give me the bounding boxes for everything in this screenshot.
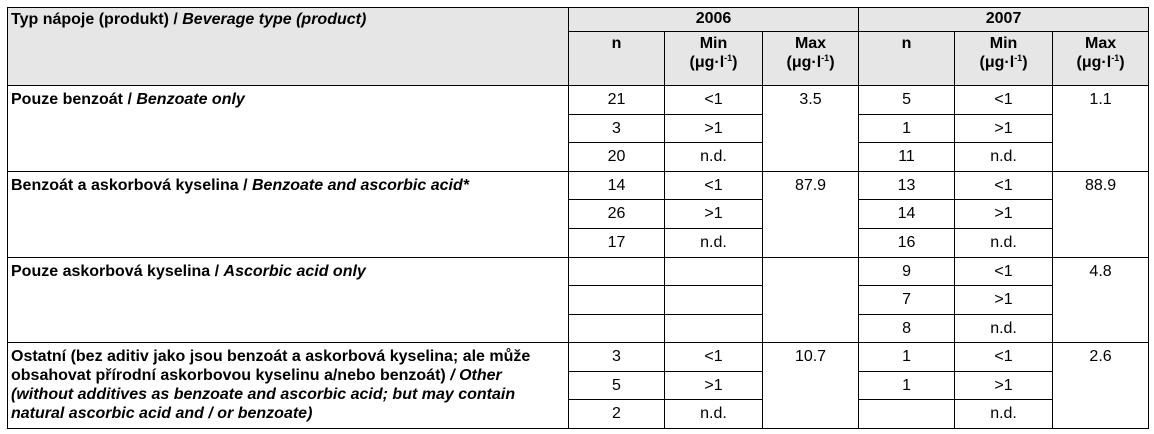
product-label-en: Benzoate and ascorbic acid* — [252, 176, 469, 194]
product-header-en: Beverage type (product) — [182, 11, 367, 28]
n-cell-y2007: 16 — [859, 229, 955, 258]
product-label-en: / Other (without additives as benzoate and ascorbic acid; but may contain natural ascorbic acid and / or benzoate) — [11, 367, 516, 423]
max-cell-y2006: 87.9 — [763, 171, 859, 257]
year-2006-header: 2006 — [569, 8, 859, 32]
unit-label — [1053, 53, 1148, 72]
unit-label — [665, 53, 762, 72]
min-cell-y2007: n.d. — [955, 143, 1053, 172]
max-label: Max — [1084, 35, 1117, 53]
min-cell-y2006: <1 — [665, 86, 763, 115]
min-cell-y2006: n.d. — [665, 143, 763, 172]
n-cell-y2007: 5 — [859, 86, 955, 115]
product-label-en: Ascorbic acid only — [223, 262, 366, 280]
n-cell-y2006: 5 — [569, 371, 665, 400]
n-cell-y2006: 14 — [569, 171, 665, 200]
n-cell-y2006: 2 — [569, 400, 665, 429]
max-cell-y2007: 88.9 — [1053, 171, 1149, 257]
max-cell-y2007: 2.6 — [1053, 343, 1149, 429]
unit-post: ) — [1119, 54, 1125, 72]
product-label — [8, 171, 569, 257]
n-label: n — [611, 35, 622, 53]
n-cell-y2006 — [569, 286, 665, 315]
min-cell-y2007: n.d. — [955, 314, 1053, 343]
table-body — [8, 86, 1149, 429]
min-cell-y2007: >1 — [955, 200, 1053, 229]
unit-label — [763, 53, 858, 72]
unit-pre: (μg·l — [1076, 54, 1112, 72]
unit-label — [955, 53, 1052, 72]
min-cell-y2007: <1 — [955, 343, 1053, 372]
unit-post: ) — [1022, 54, 1028, 72]
min-cell-y2006: <1 — [665, 171, 763, 200]
max-cell-y2007: 4.8 — [1053, 257, 1149, 343]
n-cell-y2006 — [569, 257, 665, 286]
n-cell-y2006 — [569, 314, 665, 343]
table-row — [8, 343, 1149, 372]
min-cell-y2006: <1 — [665, 343, 763, 372]
min-label: Min — [699, 35, 728, 53]
n-cell-y2007: 14 — [859, 200, 955, 229]
n-cell-y2006: 26 — [569, 200, 665, 229]
max-header-2007 — [1053, 32, 1149, 86]
n-cell-y2007 — [859, 400, 955, 429]
product-label-cz: Benzoát a askorbová kyselina / — [11, 176, 252, 194]
header-row-years — [8, 8, 1149, 32]
n-cell-y2007: 13 — [859, 171, 955, 200]
n-cell-y2007: 11 — [859, 143, 955, 172]
n-cell-y2006: 20 — [569, 143, 665, 172]
table-row — [8, 257, 1149, 286]
n-cell-y2006: 3 — [569, 114, 665, 143]
max-cell-y2007: 1.1 — [1053, 86, 1149, 172]
n-label: n — [901, 35, 912, 53]
min-cell-y2006 — [665, 257, 763, 286]
table-row — [8, 171, 1149, 200]
unit-sup: -1 — [1014, 53, 1023, 64]
min-cell-y2006: >1 — [665, 371, 763, 400]
max-label: Max — [794, 35, 827, 53]
max-cell-y2006: 3.5 — [763, 86, 859, 172]
n-header-2007 — [859, 32, 955, 86]
min-cell-y2007: n.d. — [955, 229, 1053, 258]
table-row — [8, 86, 1149, 115]
product-label-cz: Pouze benzoát / — [11, 91, 137, 109]
product-column-header — [8, 8, 569, 86]
product-label-cz: Pouze askorbová kyselina / — [11, 262, 224, 280]
product-label — [8, 257, 569, 343]
product-label — [8, 86, 569, 172]
min-cell-y2006: >1 — [665, 200, 763, 229]
min-cell-y2006 — [665, 286, 763, 315]
n-header-2006 — [569, 32, 665, 86]
n-cell-y2007: 1 — [859, 371, 955, 400]
product-header-cz: Typ nápoje (produkt) / — [11, 11, 183, 28]
unit-sup: -1 — [1111, 53, 1120, 64]
max-header-2006 — [763, 32, 859, 86]
n-cell-y2007: 8 — [859, 314, 955, 343]
min-cell-y2007: <1 — [955, 171, 1053, 200]
product-label-en: Benzoate only — [136, 91, 245, 109]
unit-pre: (μg·l — [689, 54, 725, 72]
min-cell-y2007: n.d. — [955, 400, 1053, 429]
min-cell-y2006 — [665, 314, 763, 343]
unit-pre: (μg·l — [786, 54, 822, 72]
product-label — [8, 343, 569, 429]
unit-sup: -1 — [821, 53, 830, 64]
n-cell-y2007: 1 — [859, 114, 955, 143]
max-cell-y2006: 10.7 — [763, 343, 859, 429]
min-cell-y2007: >1 — [955, 286, 1053, 315]
min-cell-y2007: <1 — [955, 257, 1053, 286]
min-header-2006 — [665, 32, 763, 86]
year-2007-header: 2007 — [859, 8, 1149, 32]
max-cell-y2006 — [763, 257, 859, 343]
min-cell-y2007: <1 — [955, 86, 1053, 115]
unit-post: ) — [732, 54, 738, 72]
min-header-2007 — [955, 32, 1053, 86]
min-label: Min — [989, 35, 1018, 53]
min-cell-y2007: >1 — [955, 371, 1053, 400]
beverage-benzene-table — [7, 7, 1149, 429]
n-cell-y2007: 9 — [859, 257, 955, 286]
min-cell-y2006: >1 — [665, 114, 763, 143]
n-cell-y2006: 3 — [569, 343, 665, 372]
n-cell-y2007: 7 — [859, 286, 955, 315]
product-label-cz: Ostatní (bez aditiv jako jsou benzoát a askorbová kyselina; ale může obsahovat přírodní askorbovou kyselinu a/nebo benzoát) — [11, 348, 531, 385]
n-cell-y2006: 17 — [569, 229, 665, 258]
unit-post: ) — [829, 54, 835, 72]
min-cell-y2006: n.d. — [665, 400, 763, 429]
min-cell-y2007: >1 — [955, 114, 1053, 143]
n-cell-y2007: 1 — [859, 343, 955, 372]
min-cell-y2006: n.d. — [665, 229, 763, 258]
unit-pre: (μg·l — [979, 54, 1015, 72]
n-cell-y2006: 21 — [569, 86, 665, 115]
unit-sup: -1 — [724, 53, 733, 64]
